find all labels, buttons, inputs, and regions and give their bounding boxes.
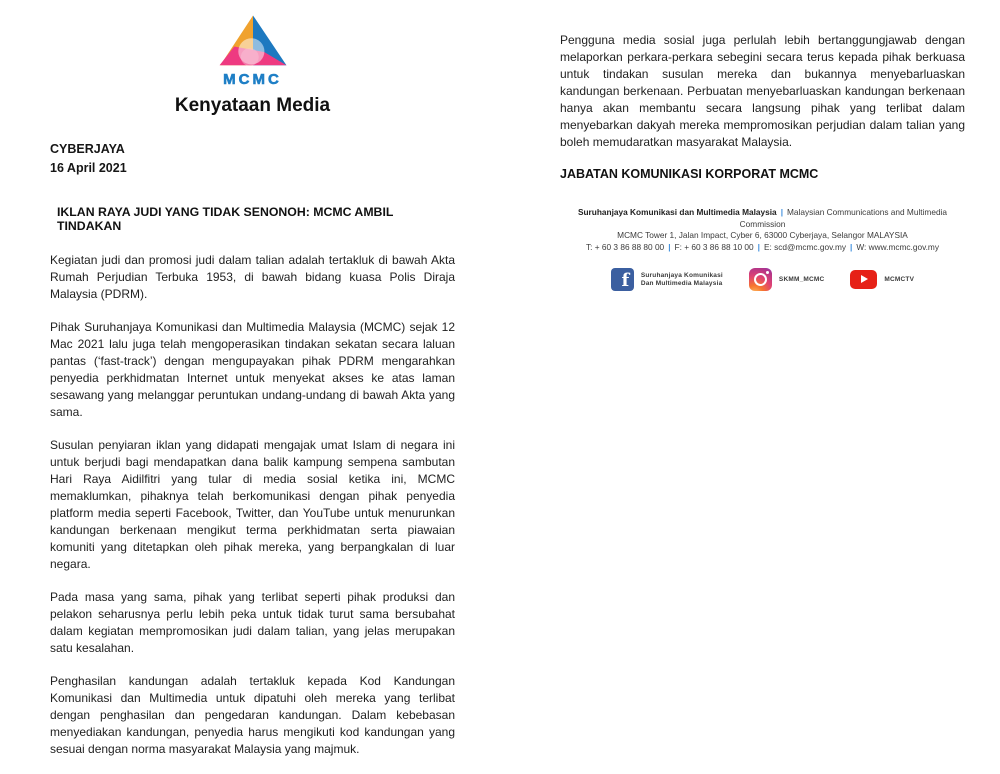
facebook-handle-line1: Suruhanjaya Komunikasi: [640, 271, 723, 279]
mcmc-logo-icon: [212, 13, 294, 75]
footer-email: E: scd@mcmc.gov.my: [763, 241, 846, 252]
footer-org-english: Malaysian Communications and Multimedia Commission: [739, 207, 948, 229]
headline: IKLAN RAYA JUDI YANG TIDAK SENONOH: MCMC AMBIL TINDAKAN: [57, 205, 394, 233]
paragraph: Pihak Suruhanjaya Komunikasi dan Multimedia Malaysia (MCMC) sejak 12 Mac 2021 lalu juga telah mengoperasikan tindakan sekatan secara laluan pantas (‘fast-track’) dengan mengupayakan pihak PDRM mengarahkan penyedia perkhidmatan Internet untuk menyekat akses ke atas laman sesawang yang melanggar peruntukan undang-undang di bawah Akta yang sama.: [50, 320, 455, 419]
footer-separator: |: [850, 241, 853, 252]
footer-separator: |: [757, 241, 760, 252]
left-column: [50, 0, 455, 774]
paragraph: Susulan penyiaran iklan yang didapati mengajak umat Islam di negara ini untuk berjudi bagi mendapatkan dana balik kampung sempena sambutan Hari Raya Aidilfitri yang tular di media sosial ketika ini, MCMC memaklumkan, pihaknya telah berkomunikasi dengan pihak penyedia platform media seperti Facebook, Twitter, dan YouTube untuk menurunkan kandungan berkenaan mengikut terma perkhidmatan serta piawaian komuniti yang ditetapkan oleh pihak mereka, yang berpangkalan di luar negara.: [50, 438, 455, 571]
footer-org-line: [560, 207, 965, 230]
letterhead-footer: [560, 207, 965, 253]
youtube-icon: [850, 270, 877, 289]
right-column: [560, 0, 965, 291]
paragraph: Penghasilan kandungan adalah tertakluk kepada Kod Kandungan Komunikasi dan Multimedia untuk dipatuhi oleh mereka yang terlibat dengan penghasilan dan pengedaran kandungan. Dalam kebebasan menyediakan kandungan, penyedia harus mengikuti kod kandungan yang sesuai dengan norma masyarakat Malaysia yang majmuk.: [50, 674, 455, 756]
footer-website: W: www.mcmc.gov.my: [856, 241, 939, 252]
footer-separator: |: [668, 241, 671, 252]
dateline-date: 16 April 2021: [50, 161, 127, 175]
page-title: Kenyataan Media: [174, 95, 331, 116]
signoff-department: JABATAN KOMUNIKASI KORPORAT MCMC: [560, 167, 819, 181]
instagram-handle: SKMM_MCMC: [778, 275, 825, 283]
mcmc-wordmark: MCMC: [223, 71, 282, 88]
dateline: [50, 140, 455, 178]
footer-org-malay: Suruhanjaya Komunikasi dan Multimedia Malaysia: [577, 207, 777, 217]
footer-address: MCMC Tower 1, Jalan Impact, Cyber 6, 63000 Cyberjaya, Selangor MALAYSIA: [617, 230, 908, 240]
facebook-icon: [611, 268, 634, 291]
social-media-row: [560, 268, 965, 291]
dateline-location: CYBERJAYA: [50, 142, 125, 156]
paragraph: Pengguna media sosial juga perlulah lebih bertanggungjawab dengan melaporkan perkara-perkara sebegini secara terus kepada pihak berkuasa untuk tindakan susulan mereka dan bukannya menyebarluaskan kandungan berkenaan. Perbuatan menyebarluaskan kandungan berkenaan hanya akan membantu secara langsung pihak yang terlibat dalam menyebarkan dakyah mereka mempromosikan perjudian dalam talian yang boleh memudaratkan masyarakat Malaysia.: [560, 33, 965, 149]
paragraph: Pada masa yang sama, pihak yang terlibat seperti pihak produksi dan pelakon seharusnya perlu lebih peka untuk tidak turut sama bersubahat dalam kegiatan mempromosikan judi dalam talian, yang jelas merupakan satu kesalahan.: [50, 590, 455, 655]
mcmc-logo: [50, 0, 455, 88]
footer-contact-line: [560, 242, 965, 254]
facebook-handle-line2: Dan Multimedia Malaysia: [640, 279, 723, 287]
youtube-link: [850, 270, 914, 289]
paragraph: Kegiatan judi dan promosi judi dalam talian adalah tertakluk di bawah Akta Rumah Perjudian Terbuka 1953, di bawah bidang kuasa Polis Diraja Malaysia (PDRM).: [50, 253, 455, 301]
instagram-link: [749, 268, 825, 291]
left-paragraphs: [50, 252, 455, 758]
footer-fax: F: + 60 3 86 88 10 00: [674, 241, 754, 252]
facebook-handle: [641, 272, 723, 288]
facebook-link: [611, 268, 723, 291]
youtube-handle: MCMCTV: [884, 275, 915, 283]
footer-phone: T: + 60 3 86 88 80 00: [585, 241, 665, 252]
footer-separator: |: [780, 207, 784, 217]
instagram-icon: [749, 268, 772, 291]
